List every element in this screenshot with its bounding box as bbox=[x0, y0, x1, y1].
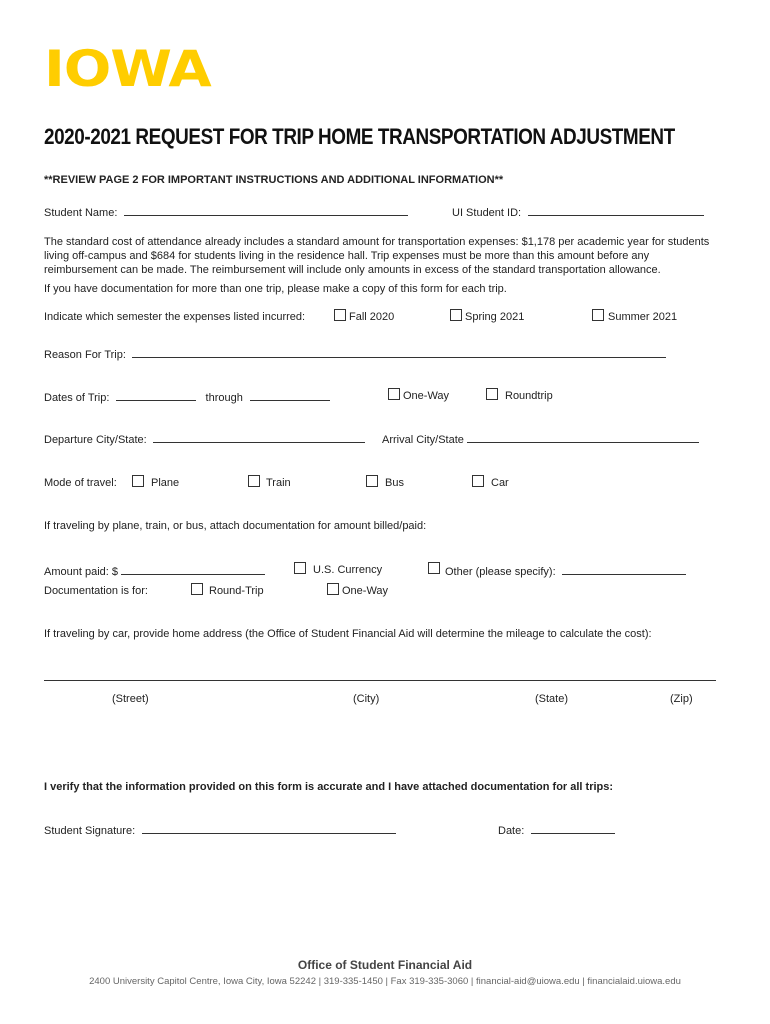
car-label: Car bbox=[491, 477, 509, 489]
us-currency-checkbox[interactable] bbox=[294, 562, 306, 574]
state-caption: (State) bbox=[535, 693, 569, 705]
date-row bbox=[498, 823, 615, 837]
one-way-doc-checkbox[interactable] bbox=[327, 583, 339, 595]
dates-row bbox=[44, 390, 330, 404]
amount-row bbox=[44, 564, 265, 578]
form-title: 2020-2021 REQUEST FOR TRIP HOME TRANSPORTATION ADJUSTMENT bbox=[44, 124, 675, 149]
documentation-label: Documentation is for: bbox=[44, 585, 148, 597]
amount-field[interactable] bbox=[121, 564, 265, 575]
footer-address: 2400 University Capitol Centre, Iowa City, Iowa 52242 | 319-335-1450 | Fax 319-335-3060 | financial-aid@uiowa.edu | financialaid.uiowa.edu bbox=[89, 976, 681, 987]
summer-2021-checkbox[interactable] bbox=[592, 309, 604, 321]
signature-label: Student Signature: bbox=[44, 825, 136, 837]
other-currency-checkbox[interactable] bbox=[428, 562, 440, 574]
reason-field[interactable] bbox=[132, 347, 666, 358]
one-way-checkbox[interactable] bbox=[388, 388, 400, 400]
semester-label: Indicate which semester the expenses listed incurred: bbox=[44, 311, 306, 323]
departure-field[interactable] bbox=[153, 432, 365, 443]
review-note: **REVIEW PAGE 2 FOR IMPORTANT INSTRUCTIONS AND ADDITIONAL INFORMATION** bbox=[44, 174, 504, 186]
street-caption: (Street) bbox=[112, 693, 149, 705]
fall-2020-checkbox[interactable] bbox=[334, 309, 346, 321]
roundtrip-label: Roundtrip bbox=[505, 390, 553, 402]
round-trip-doc-label: Round-Trip bbox=[209, 585, 264, 597]
bus-label: Bus bbox=[385, 477, 404, 489]
student-id-label: UI Student ID: bbox=[452, 207, 522, 219]
other-currency-row bbox=[445, 564, 686, 578]
signature-row bbox=[44, 823, 396, 837]
mode-label: Mode of travel: bbox=[44, 477, 117, 489]
arrival-field[interactable] bbox=[467, 432, 699, 443]
plane-label: Plane bbox=[151, 477, 180, 489]
us-currency-label: U.S. Currency bbox=[313, 564, 383, 576]
arrival-row bbox=[382, 432, 699, 446]
roundtrip-checkbox[interactable] bbox=[486, 388, 498, 400]
zip-caption: (Zip) bbox=[670, 693, 693, 705]
home-address-field[interactable] bbox=[44, 680, 716, 681]
through-label: through bbox=[205, 392, 243, 404]
student-name-row bbox=[44, 205, 408, 219]
footer-office-name: Office of Student Financial Aid bbox=[297, 958, 473, 972]
plane-checkbox[interactable] bbox=[132, 475, 144, 487]
verify-text: I verify that the information provided on this form is accurate and I have attached documentation for all trips: bbox=[44, 781, 614, 793]
other-currency-field[interactable] bbox=[562, 564, 686, 575]
departure-row bbox=[44, 432, 365, 446]
student-id-field[interactable] bbox=[528, 205, 704, 216]
car-checkbox[interactable] bbox=[472, 475, 484, 487]
arrival-label: Arrival City/State bbox=[382, 434, 464, 446]
date-from-field[interactable] bbox=[116, 390, 196, 401]
copy-note: If you have documentation for more than one trip, please make a copy of this form for each trip. bbox=[44, 283, 507, 295]
date-label: Date: bbox=[498, 825, 525, 837]
student-name-label: Student Name: bbox=[44, 207, 118, 219]
reason-row bbox=[44, 347, 666, 361]
summer-2021-label: Summer 2021 bbox=[608, 311, 678, 323]
spring-2021-label: Spring 2021 bbox=[465, 311, 525, 323]
signature-field[interactable] bbox=[142, 823, 396, 834]
city-caption: (City) bbox=[353, 693, 380, 705]
date-to-field[interactable] bbox=[250, 390, 330, 401]
train-label: Train bbox=[266, 477, 291, 489]
reason-label: Reason For Trip: bbox=[44, 349, 126, 361]
one-way-label: One-Way bbox=[403, 390, 450, 402]
student-id-row bbox=[452, 205, 704, 219]
departure-label: Departure City/State: bbox=[44, 434, 147, 446]
date-field[interactable] bbox=[531, 823, 615, 834]
fall-2020-label: Fall 2020 bbox=[349, 311, 395, 323]
spring-2021-checkbox[interactable] bbox=[450, 309, 462, 321]
round-trip-doc-checkbox[interactable] bbox=[191, 583, 203, 595]
one-way-doc-label: One-Way bbox=[342, 585, 389, 597]
cost-paragraph: The standard cost of attendance already includes a standard amount for transportation expenses: $1,178 per academic year for students living off-campus and $684 for students living in the residence hall. Trip expenses must be more than this amount before any reimbursement can be made. The reimbursement will include only amounts in excess of the standard transportation allowance. bbox=[44, 236, 710, 276]
dates-label: Dates of Trip: bbox=[44, 392, 110, 404]
car-note: If traveling by car, provide home address (the Office of Student Financial Aid will determine the mileage to calculate the cost): bbox=[44, 628, 652, 640]
iowa-logo: IOWA bbox=[44, 40, 211, 98]
amount-label: Amount paid: $ bbox=[44, 566, 118, 578]
other-currency-label: Other (please specify): bbox=[445, 566, 556, 578]
bus-checkbox[interactable] bbox=[366, 475, 378, 487]
student-name-field[interactable] bbox=[124, 205, 408, 216]
attach-note: If traveling by plane, train, or bus, attach documentation for amount billed/paid: bbox=[44, 520, 427, 532]
train-checkbox[interactable] bbox=[248, 475, 260, 487]
